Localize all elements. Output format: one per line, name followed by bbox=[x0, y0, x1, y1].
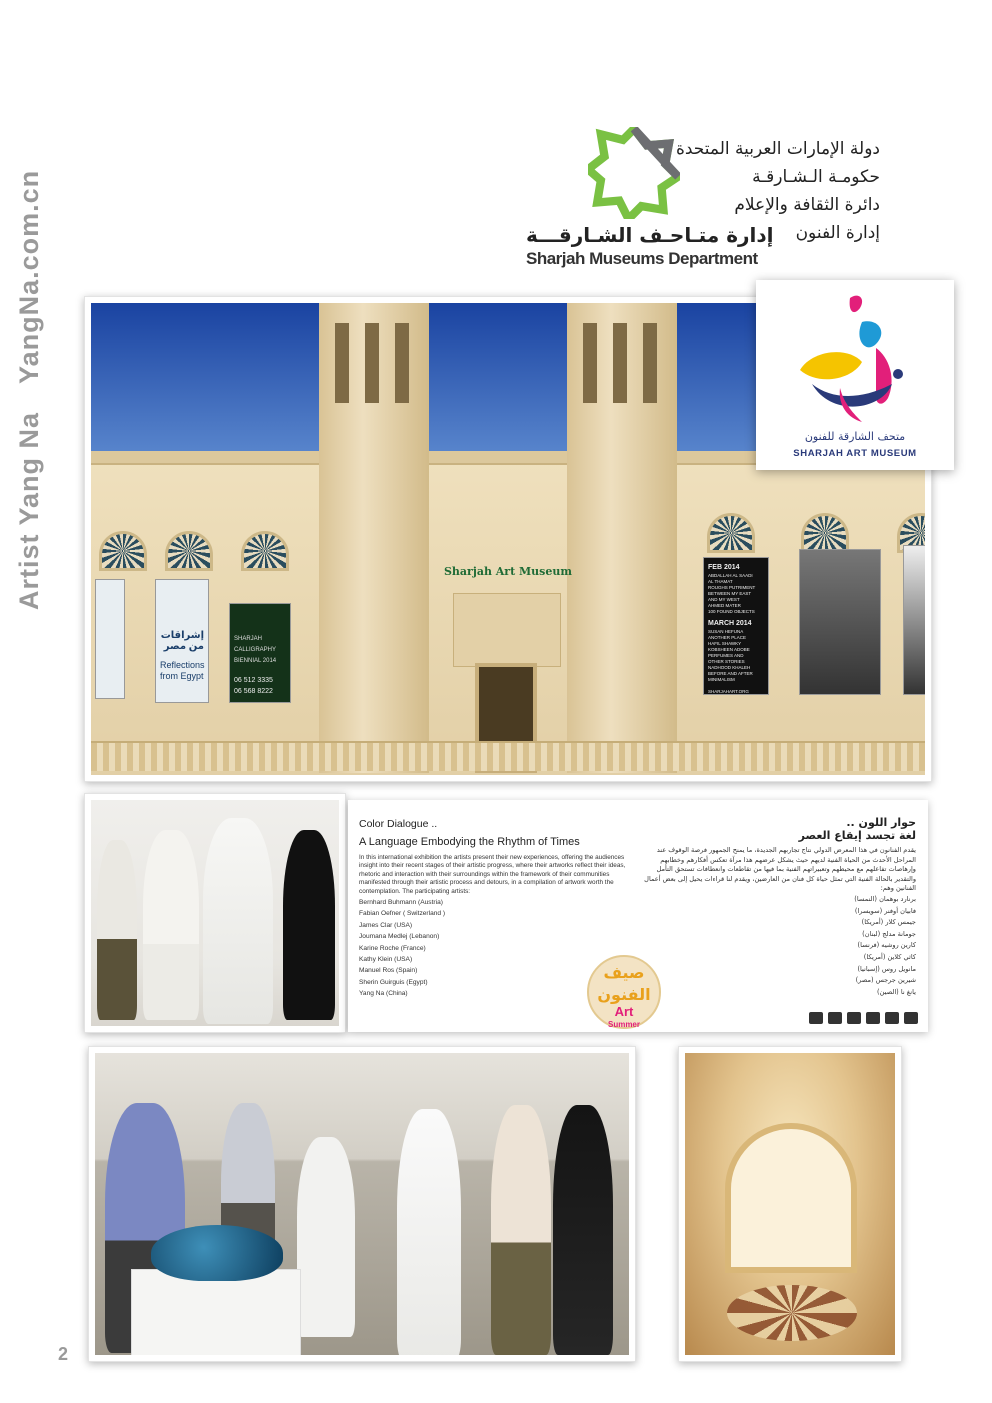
gov-line: إدارة الفنون bbox=[795, 223, 880, 243]
schedule-line: ROUGHS PUTRIMENT bbox=[708, 585, 756, 590]
schedule-line: AL THAMAT bbox=[708, 579, 733, 584]
english-title-1: Color Dialogue .. bbox=[359, 818, 438, 830]
artist-item: برنارد بوهمان (النمسا) bbox=[854, 894, 916, 903]
museum-logo-icon bbox=[792, 288, 918, 428]
exhibition-banner-reflections bbox=[155, 579, 209, 703]
arabic-body: يقدم الفنانون في هذا المعرض الدولي نتاج تجاربهم الجديدة، ما يمنح الجمهور فرصة الوقوف عند المراحل الأحدث من الحياة الفنية لديهم حيث يشكل عرضهم هذا مرآة تعكس أفكارهم وخطابهم وإرهاصات تفاعلهم مع محيطهم وتعبيراتهم الفنية بما فيها من تقاطعات وانعطافات تستحق التأمل والتقدير بالحالة الفنية التي تمثل حياة كل فنان من العارضين، ويقدم لنا قراءات يحيل إلى بعض أعمال الفنانين وهم: bbox=[644, 846, 916, 893]
gov-line: دولة الإمارات العربية المتحدة bbox=[675, 139, 880, 159]
sponsor-logo-icon bbox=[866, 1012, 880, 1024]
sponsor-logo-icon bbox=[809, 1012, 823, 1024]
sculpture-pedestal bbox=[131, 1269, 301, 1355]
calligraphy-biennial-banner bbox=[229, 603, 291, 703]
banner-phone: 06 568 8222 bbox=[234, 688, 273, 695]
artist-item: Karine Roche (France) bbox=[359, 944, 426, 952]
schedule-line: HAFIL SHAWKY bbox=[708, 641, 742, 646]
artist-item: كارين روشيه (فرنسا) bbox=[857, 941, 916, 950]
sponsor-logo-icon bbox=[885, 1012, 899, 1024]
sharjah-emblem-icon bbox=[588, 127, 680, 219]
exhibition-photo-banner bbox=[903, 545, 925, 695]
schedule-line: OTHER STORIES bbox=[708, 659, 745, 664]
article-arabic bbox=[636, 816, 916, 998]
artist-item: كاثي كلاين (أمريكا) bbox=[863, 952, 916, 961]
artist-item: يانغ نا (الصين) bbox=[877, 987, 916, 996]
visitor-figure bbox=[97, 840, 137, 1020]
arched-window bbox=[241, 531, 289, 571]
schedule-line: PERFUMES AND bbox=[708, 653, 744, 658]
artist-item: Yang Na (China) bbox=[359, 990, 408, 998]
banner-english: Reflections from Egypt bbox=[160, 660, 205, 681]
visitor-figure bbox=[491, 1105, 551, 1355]
visitor-figure bbox=[203, 818, 273, 1024]
schedule-line: BETWEEN MY EAST bbox=[708, 591, 752, 596]
gov-line: دائرة الثقافة والإعلام bbox=[734, 195, 880, 215]
sponsor-logo-icon bbox=[904, 1012, 918, 1024]
schedule-line: ANOTHER PLACE bbox=[708, 635, 747, 640]
schedule-line: FEB 2014 bbox=[708, 564, 740, 571]
english-title-2: A Language Embodying the Rhythm of Times bbox=[359, 836, 580, 848]
sharjah-art-museum-logo-card bbox=[756, 280, 954, 470]
sharjah-government-header bbox=[520, 125, 880, 275]
banner-phone: 06 512 3335 bbox=[234, 677, 273, 684]
artist-item: جيمس كلار (أمريكا) bbox=[861, 918, 916, 927]
schedule-line: SUSAN HEFUNA bbox=[708, 629, 744, 634]
exhibition-banner bbox=[95, 579, 125, 699]
artist-item: شيرين جرجس (مصر) bbox=[855, 976, 916, 985]
visitor-figure bbox=[283, 830, 335, 1020]
badge-arabic-bottom: الفنون bbox=[597, 985, 651, 1004]
wind-tower bbox=[319, 303, 429, 773]
artist-item: Manuel Ros (Spain) bbox=[359, 967, 418, 975]
badge-summer: Summer bbox=[607, 1020, 641, 1029]
credit-site: YangNa.com.cn bbox=[14, 169, 44, 384]
arched-window bbox=[165, 531, 213, 571]
schedule-line: BEFORE AND AFTER bbox=[708, 671, 753, 676]
schedule-line: ABDALLAH AL SAADI bbox=[708, 573, 753, 578]
artist-item: Bernhard Buhmann (Austria) bbox=[359, 899, 443, 907]
banner-text: SHARJAH CALLIGRAPHY BIENNIAL 2014 bbox=[234, 636, 277, 664]
schedule-line: KOBSHEEN ADOBE bbox=[708, 647, 750, 652]
department-name-english: Sharjah Museums Department bbox=[526, 249, 758, 268]
artist-item: Kathy Klein (USA) bbox=[359, 956, 413, 964]
blue-sculpture bbox=[151, 1225, 283, 1281]
artist-item: Joumana Medlej (Lebanon) bbox=[359, 933, 440, 941]
wind-tower bbox=[567, 303, 677, 773]
badge-art: Art bbox=[614, 1004, 634, 1019]
sponsor-logo-icon bbox=[847, 1012, 861, 1024]
artist-item: Fabian Oefner ( Switzerland ) bbox=[359, 910, 446, 918]
museum-sign: Sharjah Art Museum bbox=[443, 565, 573, 578]
artist-item: مانويل روس (إسبانيا) bbox=[857, 964, 916, 973]
artist-item: فابيان أوفنر (سويسرا) bbox=[854, 906, 916, 915]
credit-artist: Artist Yang Na bbox=[14, 411, 44, 610]
logo-arabic-name: متحف الشارقة للفنون bbox=[804, 430, 906, 443]
schedule-line: AND MY WEST bbox=[708, 597, 740, 602]
floor-star-mosaic bbox=[727, 1285, 857, 1341]
visitor-figure bbox=[553, 1105, 613, 1355]
artist-item: James Clar (USA) bbox=[359, 921, 413, 929]
article-panel bbox=[348, 800, 928, 1032]
exhibition-photo-banner bbox=[799, 549, 881, 695]
banner-arabic: إشراقات من مصر bbox=[160, 630, 204, 652]
arabic-title-2: لغة تجسد إيقاع العصر bbox=[798, 829, 916, 842]
ground-grille bbox=[91, 741, 925, 771]
arched-window bbox=[99, 531, 147, 571]
sponsor-logo-icon bbox=[828, 1012, 842, 1024]
visitor-figure bbox=[297, 1137, 355, 1337]
entrance-canopy bbox=[453, 593, 561, 667]
schedule-line: 100 FOUND OBJECTS bbox=[708, 609, 755, 614]
badge-arabic-top: صيف bbox=[603, 963, 645, 982]
schedule-footer: SHARJAHART.ORG bbox=[708, 689, 749, 694]
arched-window bbox=[801, 513, 849, 553]
visitor-figure bbox=[143, 830, 199, 1020]
logo-english-name: SHARJAH ART MUSEUM bbox=[793, 448, 917, 459]
gallery-sculpture-photo bbox=[88, 1046, 636, 1362]
schedule-line: MINIMALISM bbox=[708, 677, 735, 682]
schedule-line: NADHOOD KHALEH bbox=[708, 665, 751, 670]
visitor-figure bbox=[397, 1109, 461, 1355]
exhibition-schedule-banner bbox=[703, 557, 769, 695]
sponsor-logos bbox=[809, 1012, 918, 1024]
page-number: 2 bbox=[58, 1344, 69, 1364]
interior-arch bbox=[725, 1123, 857, 1273]
artist-item: جومانة مدلج (لبنان) bbox=[862, 929, 916, 938]
visitors-group-photo bbox=[84, 793, 346, 1033]
english-body: In this international exhibition the artists present their new experiences, offering the audiences insight into their recent stages of their artistic progress, where their artworks reflect their ideas, rhetoric and interaction with their surroundings within the framework of their communities manifested through their artistic process and detours, in a compilation of artwork worth the contemplation. The participating artists: bbox=[359, 854, 626, 895]
vertical-credit bbox=[14, 150, 54, 610]
arabic-title-1: حوار اللون .. bbox=[846, 816, 916, 829]
schedule-line: MARCH 2014 bbox=[708, 620, 752, 627]
artist-item: Sherin Guirguis (Egypt) bbox=[359, 978, 428, 986]
arabic-artist-list bbox=[636, 894, 916, 998]
gov-line: حكومـة الـشـارقـة bbox=[752, 167, 880, 187]
department-name-arabic: إدارة متـاحـف الشـارقـــة bbox=[526, 223, 774, 247]
arched-window bbox=[707, 513, 755, 553]
schedule-line: AHMED MATER bbox=[708, 603, 741, 608]
museum-interior-photo bbox=[678, 1046, 902, 1362]
